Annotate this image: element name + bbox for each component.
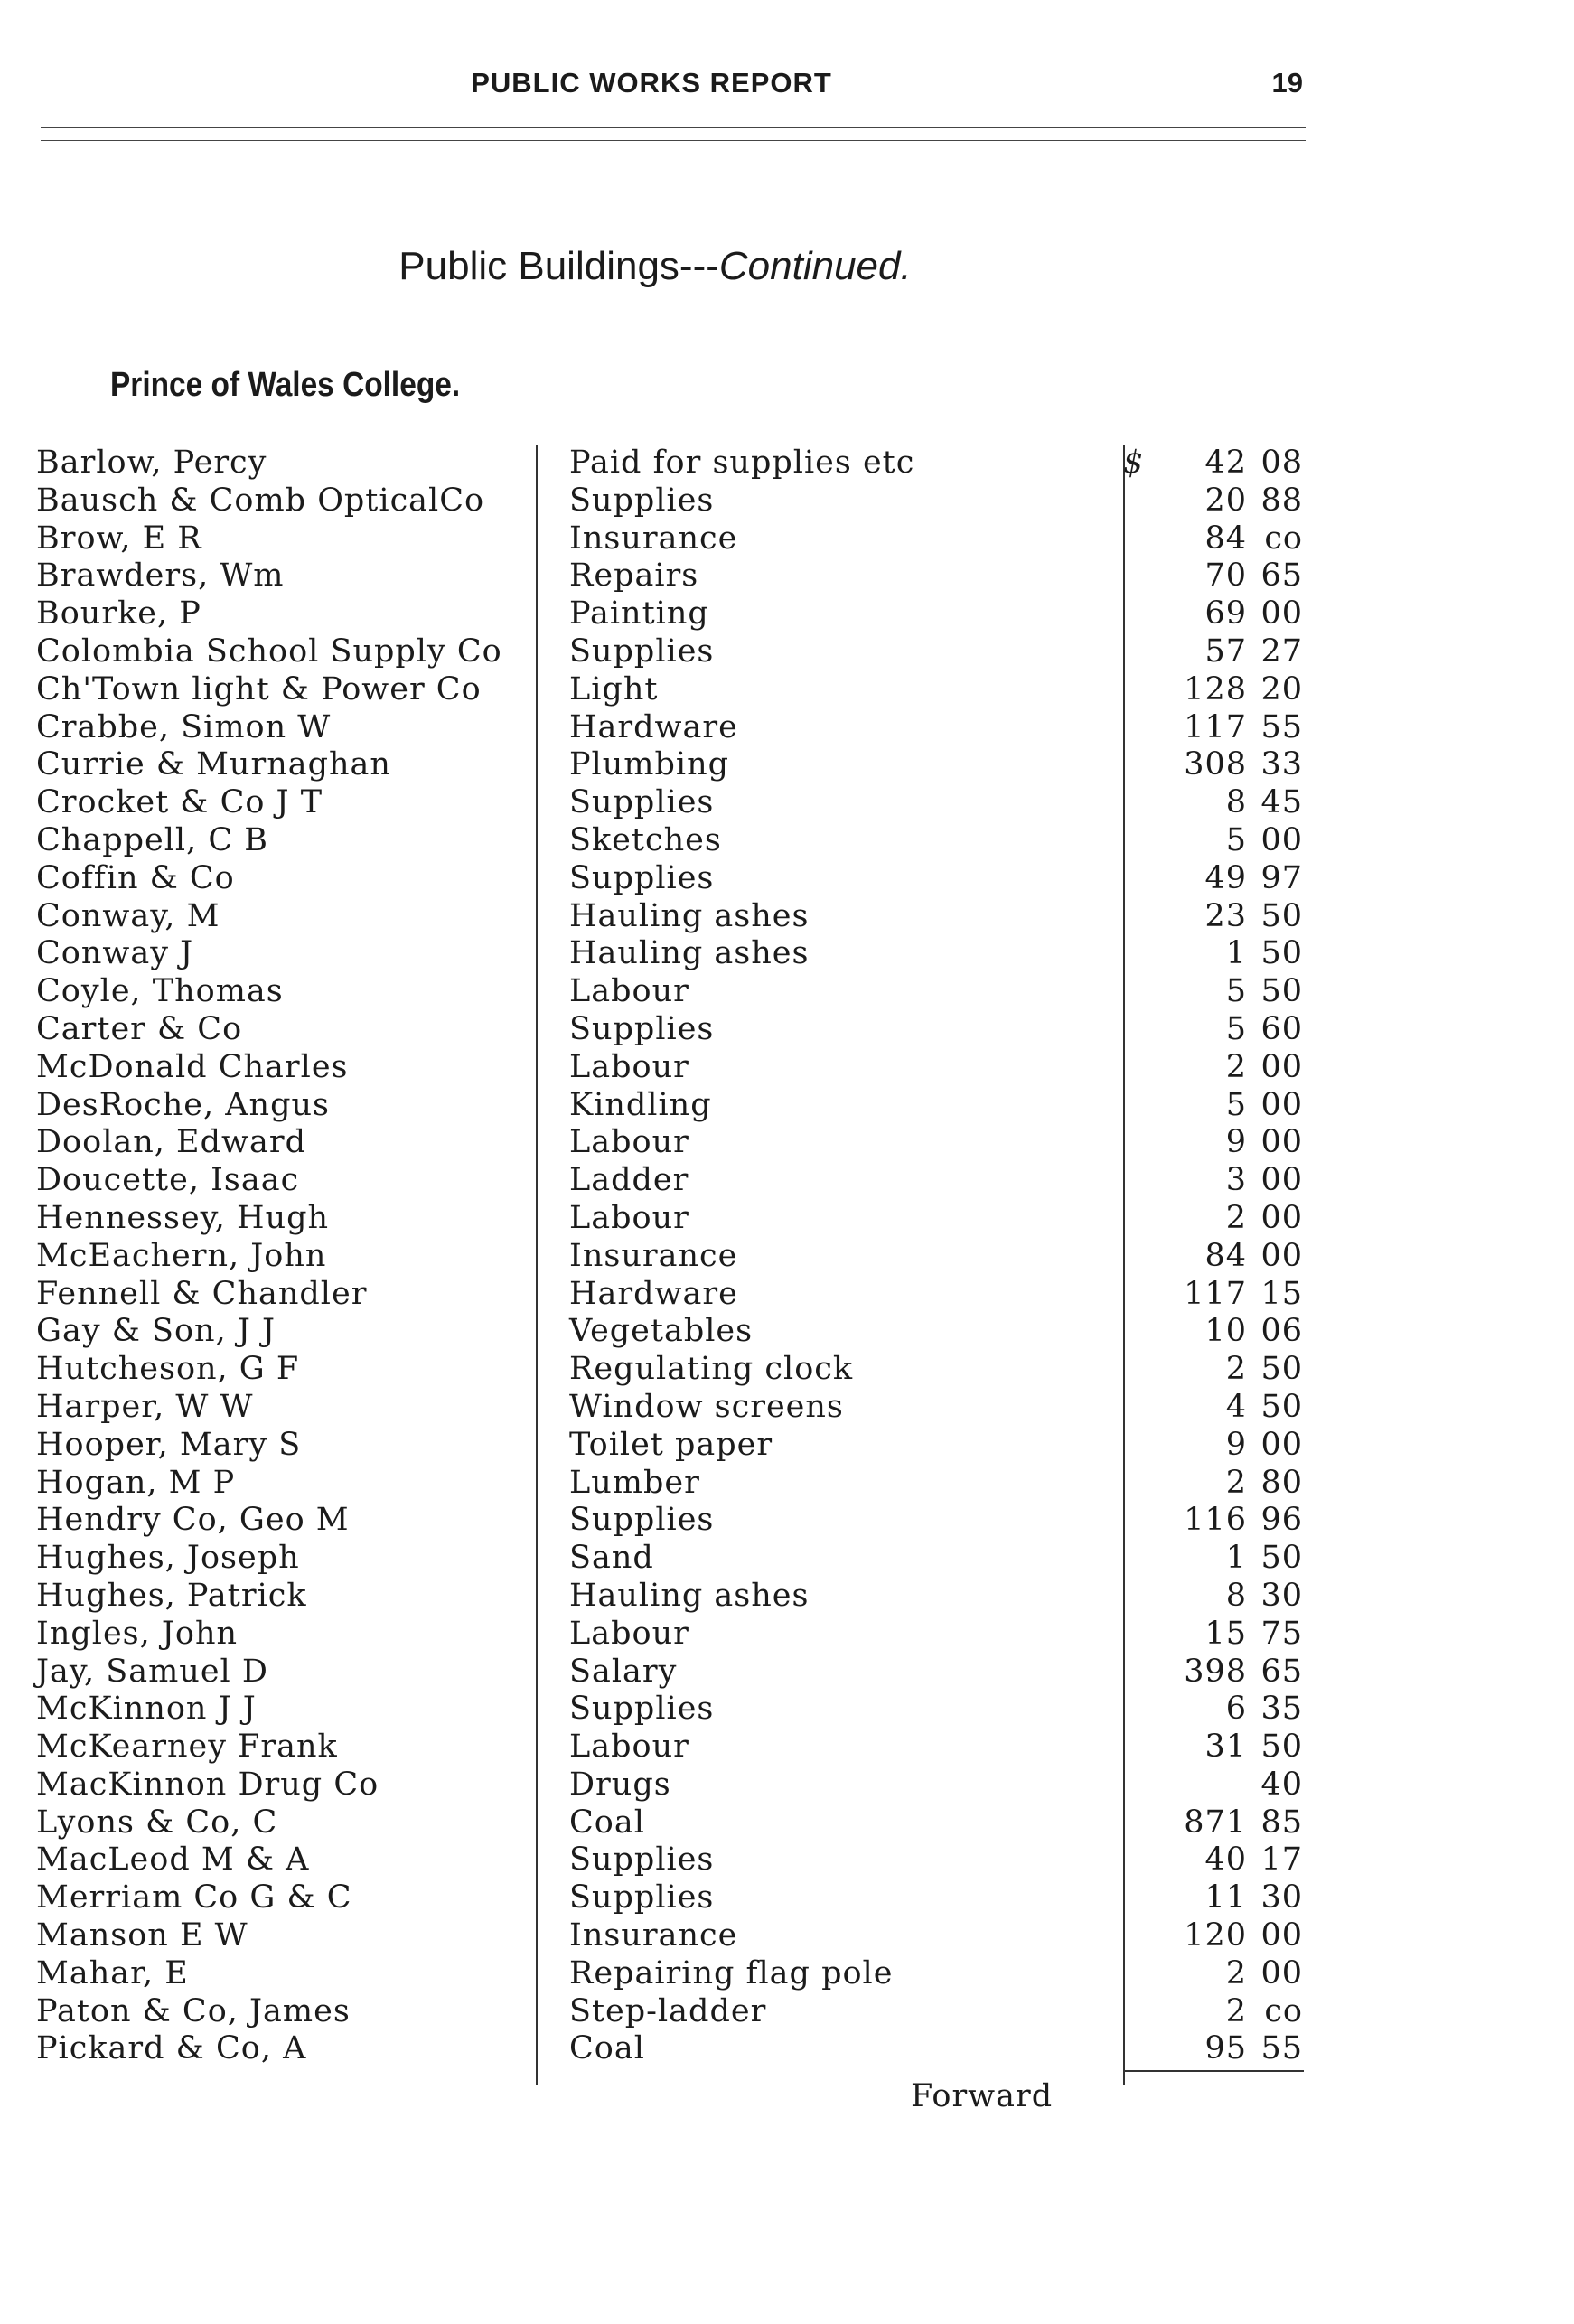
amount bbox=[1226, 1955, 1303, 1993]
amount bbox=[1247, 1766, 1303, 1804]
ledger-row bbox=[0, 746, 1574, 784]
amount bbox=[1226, 1993, 1303, 2031]
ledger-row bbox=[0, 1011, 1574, 1049]
total-rule bbox=[1123, 2070, 1304, 2072]
payee-name: McEachern, John bbox=[36, 1237, 327, 1274]
amount-cents: 17 bbox=[1260, 1841, 1303, 1879]
amount-cents: 50 bbox=[1260, 1351, 1303, 1388]
amount-dollars: 31 bbox=[1204, 1729, 1247, 1766]
amount-cents: 00 bbox=[1260, 1954, 1303, 1991]
ledger-row bbox=[0, 1313, 1574, 1351]
section-title-main: Public Buildings--- bbox=[398, 244, 719, 288]
ledger-row bbox=[0, 1841, 1574, 1879]
expense-item: Hauling ashes bbox=[569, 935, 810, 972]
amount-cents: 06 bbox=[1260, 1313, 1303, 1350]
amount bbox=[1226, 1087, 1303, 1125]
header-rule-top bbox=[41, 127, 1306, 128]
amount-cents: 55 bbox=[1260, 708, 1303, 745]
payee-name: Coffin & Co bbox=[36, 859, 235, 896]
amount bbox=[1204, 1729, 1303, 1766]
ledger-row bbox=[0, 1427, 1574, 1465]
expense-item: Supplies bbox=[569, 1879, 715, 1916]
expense-item: Painting bbox=[569, 595, 709, 633]
payee-name: Bourke, P bbox=[36, 595, 201, 633]
amount bbox=[1226, 1389, 1303, 1427]
amount-dollars: 5 bbox=[1225, 1010, 1247, 1047]
ledger-row bbox=[0, 898, 1574, 936]
amount bbox=[1226, 822, 1303, 860]
expense-item: Vegetables bbox=[569, 1313, 754, 1350]
ledger-row bbox=[0, 1124, 1574, 1162]
amount-dollars: 11 bbox=[1204, 1879, 1247, 1916]
amount-cents: 15 bbox=[1260, 1275, 1303, 1312]
amount bbox=[1204, 520, 1303, 558]
ledger-row bbox=[0, 633, 1574, 671]
amount-cents: 00 bbox=[1260, 1917, 1303, 1954]
amount bbox=[1204, 633, 1303, 671]
section-title bbox=[0, 244, 1310, 289]
amount-dollars: 116 bbox=[1184, 1502, 1247, 1539]
amount-dollars: 84 bbox=[1204, 520, 1247, 557]
amount-dollars: 4 bbox=[1225, 1388, 1247, 1425]
amount-cents: 65 bbox=[1260, 558, 1303, 595]
amount bbox=[1226, 1578, 1303, 1616]
amount-dollars: 871 bbox=[1184, 1804, 1247, 1841]
amount-cents: 00 bbox=[1260, 1086, 1303, 1123]
payee-name: Manson E W bbox=[36, 1917, 248, 1954]
amount bbox=[1226, 1427, 1303, 1465]
amount-dollars: 5 bbox=[1225, 1086, 1247, 1123]
ledger-table bbox=[0, 445, 1574, 2068]
amount-dollars: 70 bbox=[1204, 558, 1247, 595]
amount-cents: 33 bbox=[1260, 746, 1303, 783]
ledger-row bbox=[0, 1351, 1574, 1389]
currency-symbol: $ bbox=[1123, 445, 1144, 481]
section-title-suffix: Continued. bbox=[718, 244, 912, 288]
amount-cents: 75 bbox=[1260, 1615, 1303, 1652]
ledger-row bbox=[0, 1238, 1574, 1276]
amount bbox=[1226, 1162, 1303, 1200]
amount-dollars: 117 bbox=[1184, 708, 1247, 745]
ledger-row bbox=[0, 1200, 1574, 1238]
amount bbox=[1226, 1351, 1303, 1389]
ledger-row bbox=[0, 860, 1574, 898]
payee-name: Chappell, C B bbox=[36, 821, 268, 858]
amount bbox=[1226, 1049, 1303, 1087]
amount-dollars: 2 bbox=[1225, 1954, 1247, 1991]
amount-dollars: 3 bbox=[1225, 1162, 1247, 1199]
payee-name: McKinnon J J bbox=[36, 1691, 257, 1728]
ledger-row bbox=[0, 1766, 1574, 1804]
expense-item: Lumber bbox=[569, 1464, 700, 1501]
amount-cents: 50 bbox=[1260, 1540, 1303, 1577]
expense-item: Regulating clock bbox=[569, 1351, 854, 1388]
amount-cents: 85 bbox=[1260, 1804, 1303, 1841]
ledger-row bbox=[0, 483, 1574, 520]
ledger-row bbox=[0, 558, 1574, 595]
expense-item: Step-ladder bbox=[569, 1992, 767, 2029]
ledger-row bbox=[0, 2030, 1574, 2068]
expense-item: Hauling ashes bbox=[569, 897, 810, 934]
section-subtitle: Prince of Wales College. bbox=[110, 366, 461, 404]
amount bbox=[1184, 1502, 1303, 1540]
ledger-row bbox=[0, 1917, 1574, 1955]
amount bbox=[1184, 671, 1303, 709]
payee-name: Fennell & Chandler bbox=[36, 1275, 368, 1312]
amount-cents: 50 bbox=[1260, 935, 1303, 972]
expense-item: Plumbing bbox=[569, 746, 730, 783]
expense-item: Supplies bbox=[569, 784, 715, 821]
amount-dollars: 69 bbox=[1204, 595, 1247, 633]
payee-name: DesRoche, Angus bbox=[36, 1086, 330, 1123]
ledger-row bbox=[0, 784, 1574, 822]
ledger-row bbox=[0, 1276, 1574, 1314]
amount-dollars: 57 bbox=[1204, 633, 1247, 670]
page-header bbox=[0, 63, 1574, 108]
forward-label: Forward bbox=[911, 2078, 1054, 2114]
ledger-row bbox=[0, 520, 1574, 558]
payee-name: Conway J bbox=[36, 935, 194, 972]
payee-name: Hutcheson, G F bbox=[36, 1351, 300, 1388]
payee-name: Hughes, Patrick bbox=[36, 1577, 307, 1614]
expense-item: Repairing flag pole bbox=[569, 1954, 894, 1991]
expense-item: Insurance bbox=[569, 520, 738, 557]
ledger-row bbox=[0, 1465, 1574, 1503]
expense-item: Supplies bbox=[569, 1691, 715, 1728]
expense-item: Salary bbox=[569, 1653, 678, 1690]
payee-name: Crocket & Co J T bbox=[36, 784, 323, 821]
header-rule-bottom bbox=[41, 140, 1306, 141]
amount-cents: 00 bbox=[1260, 1426, 1303, 1463]
payee-name: Colombia School Supply Co bbox=[36, 633, 502, 670]
amount-dollars: 9 bbox=[1225, 1124, 1247, 1161]
ledger-row bbox=[0, 1955, 1574, 1993]
amount bbox=[1184, 1654, 1303, 1691]
amount bbox=[1204, 1879, 1303, 1917]
amount-dollars: 5 bbox=[1225, 821, 1247, 858]
payee-name: Merriam Co G & C bbox=[36, 1879, 352, 1916]
payee-name: Conway, M bbox=[36, 897, 220, 934]
expense-item: Light bbox=[569, 670, 659, 708]
amount-dollars: 84 bbox=[1204, 1237, 1247, 1274]
payee-name: Harper, W W bbox=[36, 1388, 254, 1425]
amount-dollars: 1 bbox=[1225, 1540, 1247, 1577]
expense-item: Paid for supplies etc bbox=[569, 445, 915, 481]
amount bbox=[1226, 1465, 1303, 1503]
expense-item: Sand bbox=[569, 1540, 654, 1577]
amount bbox=[1184, 1917, 1303, 1955]
amount-cents: 30 bbox=[1260, 1577, 1303, 1614]
amount-cents: 35 bbox=[1260, 1691, 1303, 1728]
amount-cents: 65 bbox=[1260, 1653, 1303, 1690]
amount-cents: 00 bbox=[1260, 1124, 1303, 1161]
payee-name: Coyle, Thomas bbox=[36, 973, 284, 1010]
amount-dollars: 2 bbox=[1225, 1464, 1247, 1501]
ledger-row bbox=[0, 1162, 1574, 1200]
payee-name: Barlow, Percy bbox=[36, 445, 267, 481]
ledger-row bbox=[0, 822, 1574, 860]
ledger-row bbox=[0, 445, 1574, 483]
amount-dollars: 23 bbox=[1204, 897, 1247, 934]
amount-dollars: 42 bbox=[1204, 445, 1247, 481]
amount bbox=[1204, 1841, 1303, 1879]
amount bbox=[1204, 445, 1303, 483]
amount-dollars: 49 bbox=[1204, 859, 1247, 896]
expense-item: Repairs bbox=[569, 558, 699, 595]
amount-dollars: 120 bbox=[1184, 1917, 1247, 1954]
amount bbox=[1184, 1276, 1303, 1314]
amount-dollars: 40 bbox=[1204, 1841, 1247, 1879]
expense-item: Hardware bbox=[569, 708, 738, 745]
amount-dollars: 8 bbox=[1225, 784, 1247, 821]
payee-name: Mahar, E bbox=[36, 1954, 189, 1991]
amount-cents: 40 bbox=[1260, 1766, 1303, 1803]
expense-item: Supplies bbox=[569, 482, 715, 519]
ledger-row bbox=[0, 1616, 1574, 1654]
amount bbox=[1184, 746, 1303, 784]
amount-dollars: 117 bbox=[1184, 1275, 1247, 1312]
expense-item: Supplies bbox=[569, 1841, 715, 1879]
amount bbox=[1226, 784, 1303, 822]
expense-item: Toilet paper bbox=[569, 1426, 773, 1463]
amount bbox=[1204, 483, 1303, 520]
ledger-row bbox=[0, 1804, 1574, 1842]
ledger-row bbox=[0, 1879, 1574, 1917]
amount-cents: 30 bbox=[1260, 1879, 1303, 1916]
amount-cents: 00 bbox=[1260, 821, 1303, 858]
amount-dollars: 15 bbox=[1204, 1615, 1247, 1652]
ledger-row bbox=[0, 1502, 1574, 1540]
amount-dollars: 308 bbox=[1184, 746, 1247, 783]
amount-cents: 80 bbox=[1260, 1464, 1303, 1501]
expense-item: Coal bbox=[569, 2030, 645, 2067]
amount bbox=[1226, 1124, 1303, 1162]
amount bbox=[1226, 1011, 1303, 1049]
expense-item: Labour bbox=[569, 1048, 689, 1085]
amount-cents: 00 bbox=[1260, 1048, 1303, 1085]
expense-item: Sketches bbox=[569, 821, 722, 858]
amount bbox=[1226, 935, 1303, 973]
amount-cents: 50 bbox=[1260, 973, 1303, 1010]
amount-dollars: 2 bbox=[1225, 1048, 1247, 1085]
payee-name: Bausch & Comb OpticalCo bbox=[36, 482, 485, 519]
expense-item: Hauling ashes bbox=[569, 1577, 810, 1614]
amount-cents: 08 bbox=[1260, 445, 1303, 481]
amount-cents: 50 bbox=[1260, 897, 1303, 934]
expense-item: Labour bbox=[569, 1615, 689, 1652]
amount bbox=[1204, 1616, 1303, 1654]
amount-cents: co bbox=[1264, 1992, 1303, 2029]
amount-dollars: 398 bbox=[1184, 1653, 1247, 1690]
payee-name: Brawders, Wm bbox=[36, 558, 285, 595]
amount bbox=[1226, 1540, 1303, 1578]
ledger-row bbox=[0, 1389, 1574, 1427]
amount bbox=[1226, 1691, 1303, 1729]
amount-cents: 27 bbox=[1260, 633, 1303, 670]
ledger-row bbox=[0, 1578, 1574, 1616]
payee-name: McDonald Charles bbox=[36, 1048, 349, 1085]
ledger-row bbox=[0, 1729, 1574, 1766]
payee-name: Hogan, M P bbox=[36, 1464, 236, 1501]
amount-dollars: 95 bbox=[1204, 2030, 1247, 2067]
expense-item: Labour bbox=[569, 1199, 689, 1236]
amount-dollars: 10 bbox=[1204, 1313, 1247, 1350]
payee-name: Hendry Co, Geo M bbox=[36, 1502, 350, 1539]
amount-dollars: 1 bbox=[1225, 935, 1247, 972]
payee-name: Jay, Samuel D bbox=[36, 1653, 268, 1690]
expense-item: Hardware bbox=[569, 1275, 738, 1312]
ledger-row bbox=[0, 1049, 1574, 1087]
expense-item: Insurance bbox=[569, 1917, 738, 1954]
running-title: PUBLIC WORKS REPORT bbox=[471, 67, 832, 98]
page-number: 19 bbox=[1271, 67, 1303, 98]
expense-item: Coal bbox=[569, 1804, 645, 1841]
amount bbox=[1204, 595, 1303, 633]
amount bbox=[1184, 1804, 1303, 1842]
ledger-row bbox=[0, 671, 1574, 709]
amount-dollars: 20 bbox=[1204, 482, 1247, 519]
amount-cents: 96 bbox=[1260, 1502, 1303, 1539]
amount-cents: 97 bbox=[1260, 859, 1303, 896]
amount-dollars: 9 bbox=[1225, 1426, 1247, 1463]
payee-name: Hooper, Mary S bbox=[36, 1426, 302, 1463]
amount-cents: 88 bbox=[1260, 482, 1303, 519]
payee-name: Lyons & Co, C bbox=[36, 1804, 278, 1841]
amount-cents: 00 bbox=[1260, 1237, 1303, 1274]
amount-cents: 55 bbox=[1260, 2030, 1303, 2067]
payee-name: Paton & Co, James bbox=[36, 1992, 351, 2029]
expense-item: Drugs bbox=[569, 1766, 671, 1803]
expense-item: Insurance bbox=[569, 1237, 738, 1274]
ledger-row bbox=[0, 1691, 1574, 1729]
amount-dollars: 8 bbox=[1225, 1577, 1247, 1614]
payee-name: Carter & Co bbox=[36, 1010, 243, 1047]
amount-cents: 00 bbox=[1260, 595, 1303, 633]
expense-item: Supplies bbox=[569, 1010, 715, 1047]
payee-name: Ch'Town light & Power Co bbox=[36, 670, 482, 708]
amount-cents: 60 bbox=[1260, 1010, 1303, 1047]
payee-name: Hughes, Joseph bbox=[36, 1540, 300, 1577]
ledger-row bbox=[0, 1540, 1574, 1578]
amount bbox=[1204, 2030, 1303, 2068]
ledger-row bbox=[0, 1087, 1574, 1125]
amount-dollars: 128 bbox=[1184, 670, 1247, 708]
expense-item: Supplies bbox=[569, 1502, 715, 1539]
payee-name: Gay & Son, J J bbox=[36, 1313, 276, 1350]
amount bbox=[1204, 1313, 1303, 1351]
amount-cents: 50 bbox=[1260, 1388, 1303, 1425]
payee-name: Pickard & Co, A bbox=[36, 2030, 307, 2067]
amount-cents: 45 bbox=[1260, 784, 1303, 821]
ledger-row bbox=[0, 709, 1574, 747]
ledger-row bbox=[0, 1993, 1574, 2031]
amount-dollars: 5 bbox=[1225, 973, 1247, 1010]
expense-item: Kindling bbox=[569, 1086, 712, 1123]
payee-name: Crabbe, Simon W bbox=[36, 708, 332, 745]
amount-dollars: 2 bbox=[1225, 1199, 1247, 1236]
payee-name: McKearney Frank bbox=[36, 1729, 338, 1766]
payee-name: Hennessey, Hugh bbox=[36, 1199, 330, 1236]
expense-item: Ladder bbox=[569, 1162, 689, 1199]
payee-name: Brow, E R bbox=[36, 520, 202, 557]
amount-dollars: 6 bbox=[1225, 1691, 1247, 1728]
amount bbox=[1204, 1238, 1303, 1276]
amount-cents: 00 bbox=[1260, 1199, 1303, 1236]
expense-item: Window screens bbox=[569, 1388, 844, 1425]
payee-name: MacKinnon Drug Co bbox=[36, 1766, 379, 1803]
payee-name: Doucette, Isaac bbox=[36, 1162, 300, 1199]
expense-item: Labour bbox=[569, 973, 689, 1010]
expense-item: Labour bbox=[569, 1124, 689, 1161]
amount-cents: 50 bbox=[1260, 1729, 1303, 1766]
amount bbox=[1226, 973, 1303, 1011]
amount bbox=[1204, 558, 1303, 595]
ledger-row bbox=[0, 595, 1574, 633]
amount bbox=[1204, 860, 1303, 898]
amount bbox=[1204, 898, 1303, 936]
payee-name: Ingles, John bbox=[36, 1615, 239, 1652]
expense-item: Supplies bbox=[569, 633, 715, 670]
amount-cents: 00 bbox=[1260, 1162, 1303, 1199]
amount-dollars: 2 bbox=[1225, 1992, 1247, 2029]
amount bbox=[1184, 709, 1303, 747]
payee-name: MacLeod M & A bbox=[36, 1841, 310, 1879]
payee-name: Currie & Murnaghan bbox=[36, 746, 391, 783]
expense-item: Labour bbox=[569, 1729, 689, 1766]
amount bbox=[1226, 1200, 1303, 1238]
expense-item: Supplies bbox=[569, 859, 715, 896]
ledger-row bbox=[0, 935, 1574, 973]
amount-cents: co bbox=[1264, 520, 1303, 557]
amount-cents: 20 bbox=[1260, 670, 1303, 708]
payee-name: Doolan, Edward bbox=[36, 1124, 306, 1161]
amount-dollars: 2 bbox=[1225, 1351, 1247, 1388]
ledger-row bbox=[0, 973, 1574, 1011]
ledger-row bbox=[0, 1654, 1574, 1691]
